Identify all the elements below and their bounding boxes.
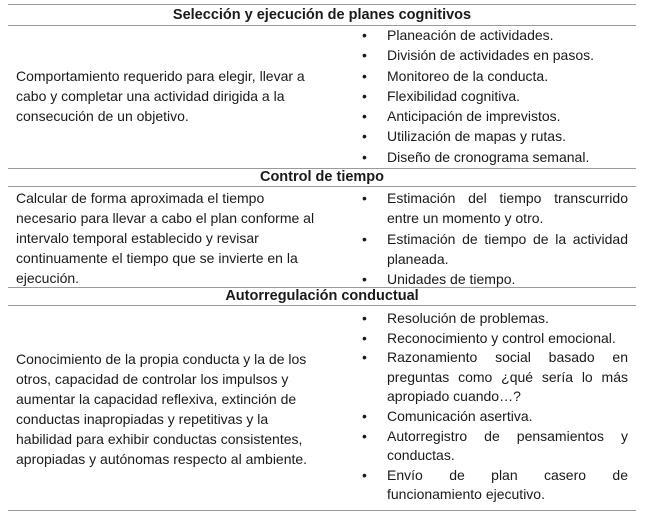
section-title-planes: Selección y ejecución de planes cognitivos: [172, 7, 472, 23]
list-item: • Reconocimiento y control emocional.: [358, 329, 628, 349]
list-item: • Planeación de actividades.: [358, 25, 628, 45]
section-description-planes: Comportamiento requerido para elegir, llevar a cabo y completar una actividad dirigida a la consecución de un objetivo.: [16, 68, 305, 124]
list-item: • Monitoreo de la conducta.: [358, 66, 628, 86]
bullet-list-tiempo: [358, 188, 628, 289]
list-item: • Envío de plan casero de funcionamiento ejecutivo.: [358, 466, 628, 505]
list-item: • Razonamiento social basado en preguntas como ¿qué sería lo más apropiado cuando…?: [358, 348, 628, 407]
section-title-tiempo: Control de tiempo: [259, 169, 385, 185]
section-divider: [8, 186, 636, 187]
list-item: • Estimación del tiempo transcurrido entre un momento y otro.: [358, 188, 628, 229]
list-item: • División de actividades en pasos.: [358, 45, 628, 65]
bullet-list-planes: [358, 25, 628, 167]
table-border-bottom: [8, 510, 636, 511]
table-border-top: [8, 4, 636, 5]
list-item: • Resolución de problemas.: [358, 309, 628, 329]
list-item: • Autorregistro de pensamientos y conductas.: [358, 427, 628, 466]
list-item: • Estimación de tiempo de la actividad planeada.: [358, 229, 628, 270]
list-item: • Comunicación asertiva.: [358, 407, 628, 427]
bullet-list-autorregulacion: [358, 309, 628, 505]
section-description-autorregulacion: Conocimiento de la propia conducta y la de los otros, capacidad de controlar los impulsos y aumentar la capacidad reflexiva, extinción de conductas inapropiadas y repetitivas y la habilidad para exhibir conductas consistentes, apropiadas y autónomas respecto al ambiente.: [16, 351, 308, 467]
section-title-autorregulacion: Autorregulación conductual: [225, 288, 419, 304]
list-item: • Unidades de tiempo.: [358, 269, 628, 289]
list-item: • Utilización de mapas y rutas.: [358, 126, 628, 146]
list-item: • Flexibilidad cognitiva.: [358, 86, 628, 106]
list-item: • Anticipación de imprevistos.: [358, 106, 628, 126]
section-divider: [8, 305, 636, 306]
list-item: • Diseño de cronograma semanal.: [358, 147, 628, 167]
section-description-tiempo: Calcular de forma aproximada el tiempo necesario para llevar a cabo el plan conforme al intervalo temporal establecido y revisar continuamente el tiempo que se invierte en la ejecución.: [16, 190, 315, 286]
